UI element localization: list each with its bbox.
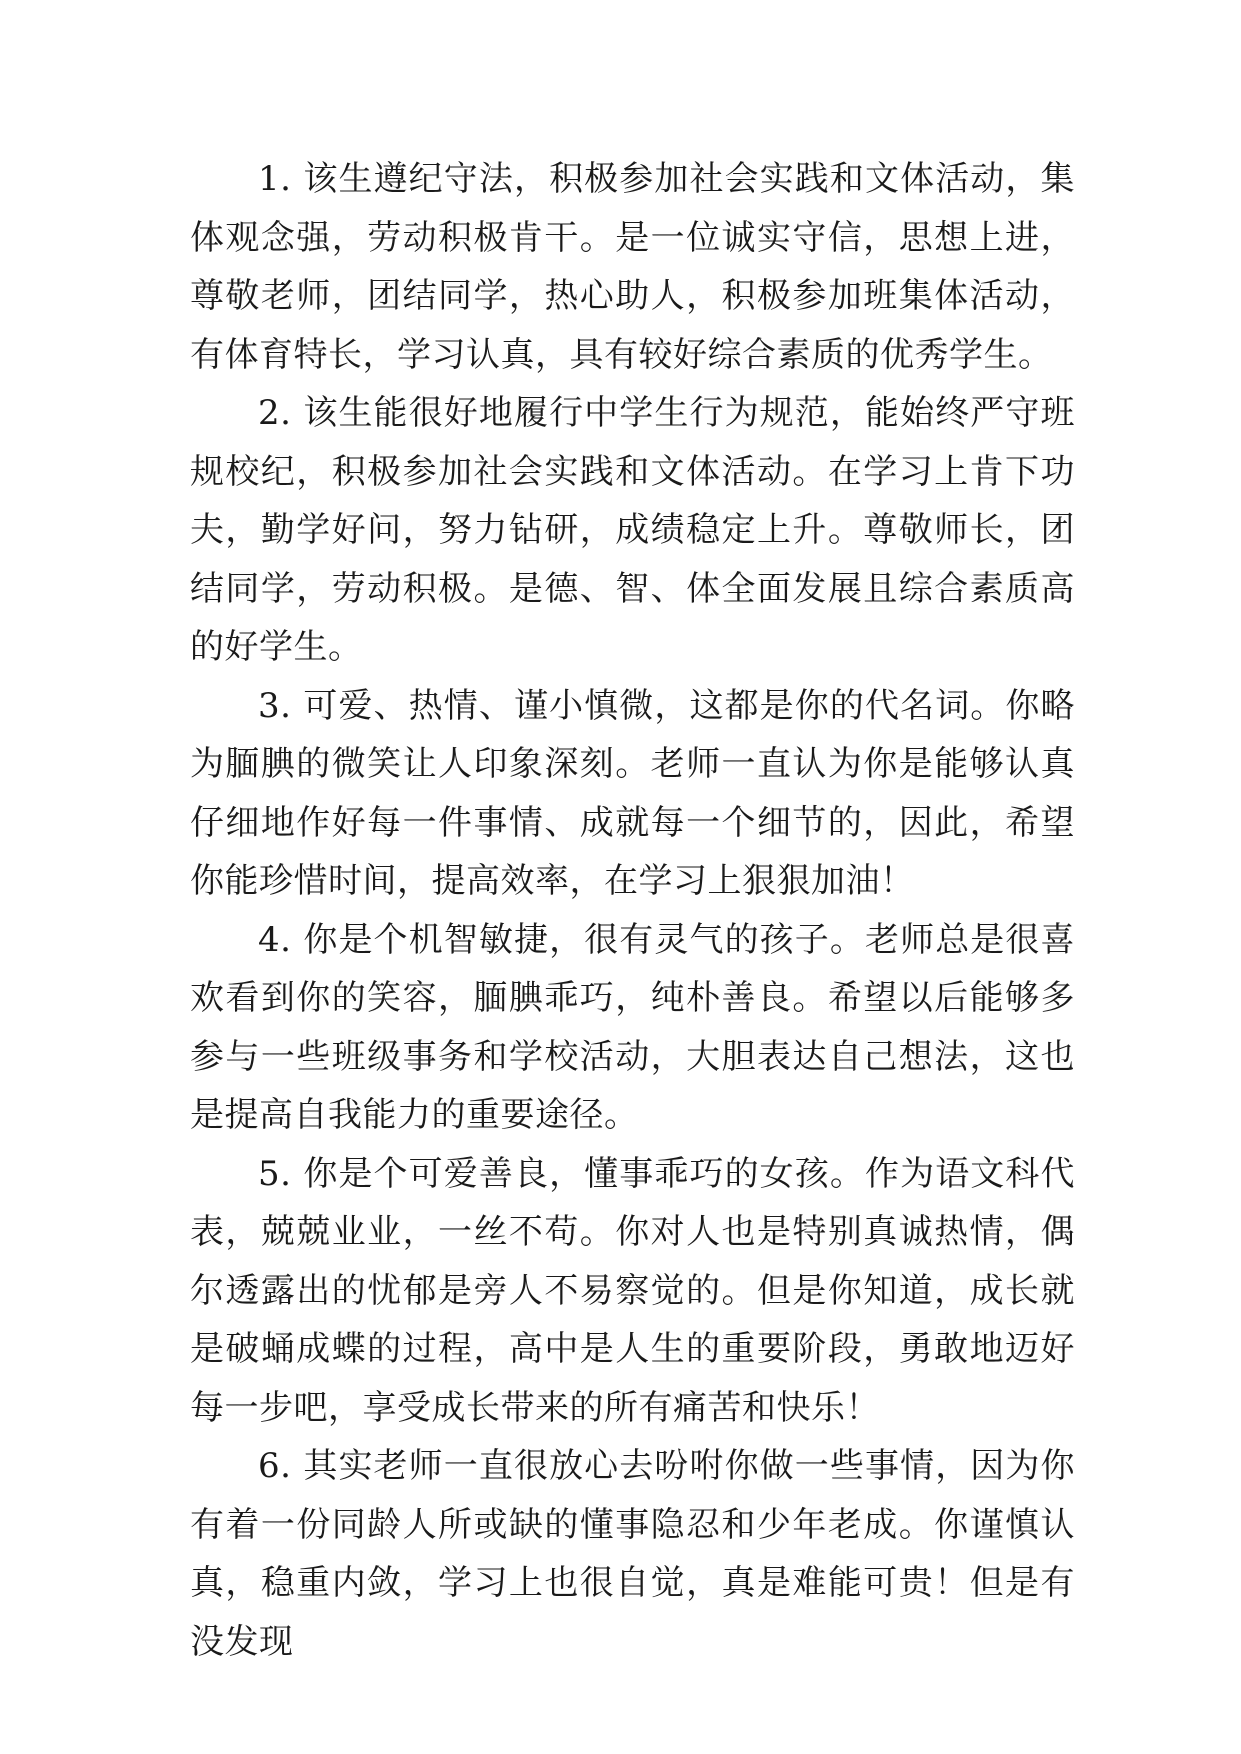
paragraph-1: 1. 该生遵纪守法，积极参加社会实践和文体活动，集体观念强，劳动积极肯干。是一位诚实守信，思想上进，尊敬老师，团结同学，热心助人，积极参加班集体活动，有体育特长，学习认真，具有较好综合素质的优秀学生。 [190, 159, 1075, 375]
paragraph-4: 4. 你是个机智敏捷，很有灵气的孩子。老师总是很喜欢看到你的笑容，腼腆乖巧，纯朴善良。希望以后能够多参与一些班级事务和学校活动，大胆表达自己想法，这也是提高自我能力的重要途径。 [190, 919, 1075, 1135]
document-body [190, 150, 1075, 1671]
paragraph-2: 2. 该生能很好地履行中学生行为规范，能始终严守班规校纪，积极参加社会实践和文体活动。在学习上肯下功夫，勤学好问，努力钻研，成绩稳定上升。尊敬师长，团结同学，劳动积极。是德、智、体全面发展且综合素质高的好学生。 [190, 393, 1075, 667]
paragraph-3: 3. 可爱、热情、谨小慎微，这都是你的代名词。你略为腼腆的微笑让人印象深刻。老师一直认为你是能够认真仔细地作好每一件事情、成就每一个细节的，因此，希望你能珍惜时间，提高效率，在学习上狠狠加油！ [190, 685, 1075, 901]
paragraph-6: 6. 其实老师一直很放心去吩咐你做一些事情，因为你有着一份同龄人所或缺的懂事隐忍和少年老成。你谨慎认真，稳重内敛，学习上也很自觉，真是难能可贵！但是有没发现 [190, 1446, 1075, 1662]
paragraph-5: 5. 你是个可爱善良，懂事乖巧的女孩。作为语文科代表，兢兢业业，一丝不苟。你对人也是特别真诚热情，偶尔透露出的忧郁是旁人不易察觉的。但是你知道，成长就是破蛹成蝶的过程，高中是人生的重要阶段，勇敢地迈好每一步吧，享受成长带来的所有痛苦和快乐！ [190, 1153, 1075, 1428]
